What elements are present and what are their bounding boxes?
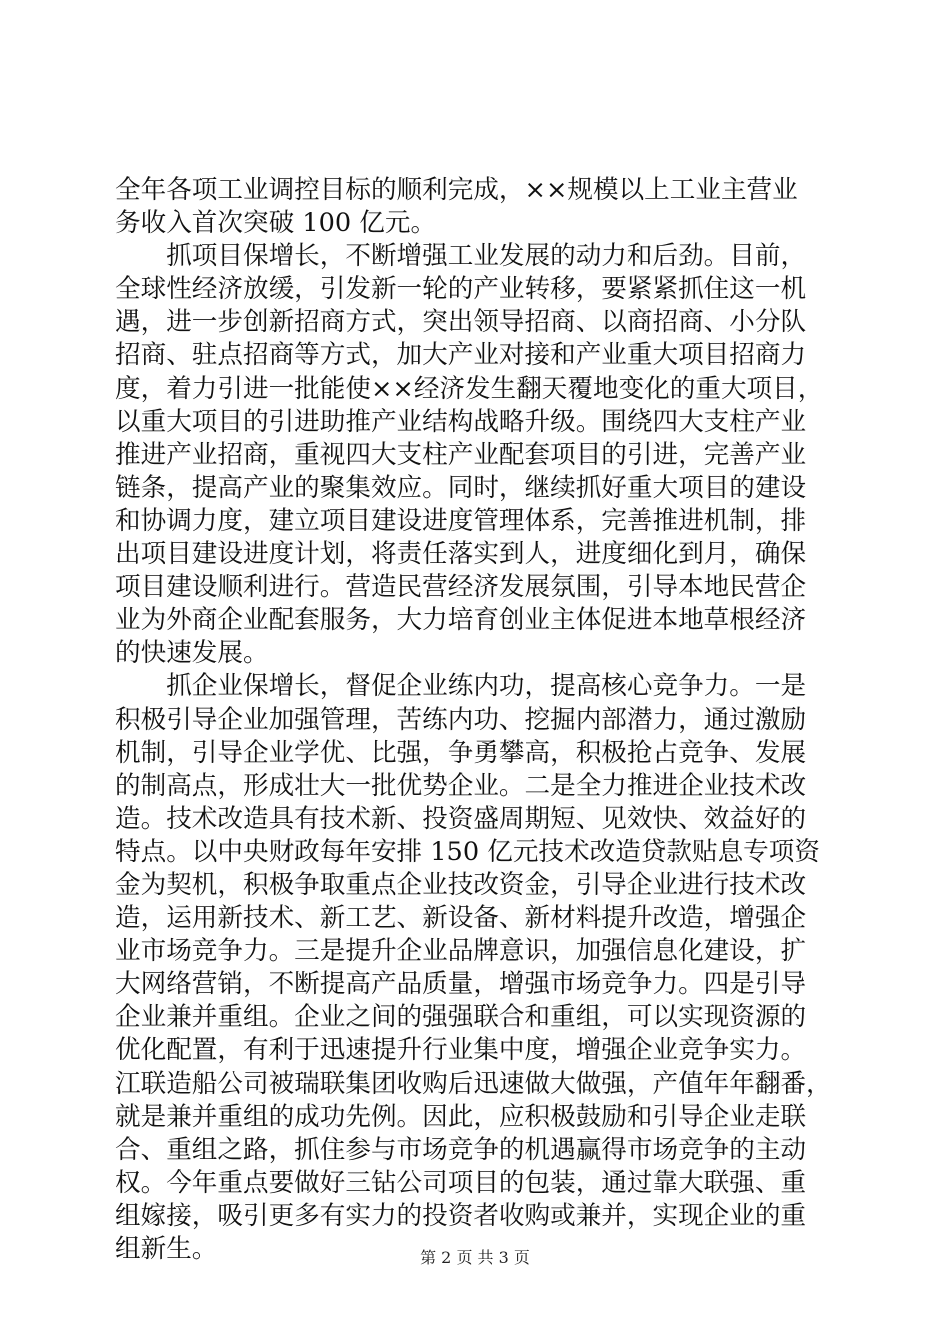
text-line: 造。技术改造具有技术新、投资盛周期短、见效快、效益好的: [115, 803, 807, 834]
text-line: 造，运用新技术、新工艺、新设备、新材料提升改造，增强企: [115, 903, 807, 934]
text-line: 权。今年重点要做好三钻公司项目的包装，通过靠大联强、重: [115, 1167, 807, 1198]
text-line: 组新生。: [115, 1234, 218, 1264]
text-line: 的快速发展。: [115, 638, 269, 669]
text-line: 业市场竞争力。三是提升企业品牌意识，加强信息化建设，扩: [115, 936, 807, 967]
text-line: 出项目建设进度计划，将责任落实到人，进度细化到月，确保: [115, 539, 807, 570]
text-line: 组嫁接，吸引更多有实力的投资者收购或兼并，实现企业的重: [115, 1200, 807, 1231]
text-line: 务收入首次突破 100 亿元。: [115, 208, 437, 239]
text-line: 链条，提高产业的聚集效应。同时，继续抓好重大项目的建设: [115, 472, 807, 503]
text-line: 就是兼并重组的成功先例。因此，应积极鼓励和引导企业走联: [115, 1101, 807, 1132]
text-line: 和协调力度，建立项目建设进度管理体系，完善推进机制，排: [115, 505, 807, 536]
text-line: 合、重组之路，抓住参与市场竞争的机遇赢得市场竞争的主动: [115, 1134, 807, 1165]
text-line: 全球性经济放缓，引发新一轮的产业转移，要紧紧抓住这一机: [115, 274, 807, 305]
text-line: 招商、驻点招商等方式，加大产业对接和产业重大项目招商力: [115, 340, 807, 371]
text-line: 项目建设顺利进行。营造民营经济发展氛围，引导本地民营企: [115, 572, 807, 603]
text-line: 抓企业保增长，督促企业练内功，提高核心竞争力。一是: [115, 671, 807, 702]
text-line: 推进产业招商，重视四大支柱产业配套项目的引进，完善产业: [115, 439, 807, 470]
text-line: 度，着力引进一批能使××经济发生翻天覆地变化的重大项目，: [115, 373, 824, 404]
text-line: 以重大项目的引进助推产业结构战略升级。围绕四大支柱产业: [115, 406, 807, 437]
text-line: 抓项目保增长，不断增强工业发展的动力和后劲。目前，: [115, 241, 807, 272]
text-line: 业为外商企业配套服务，大力培育创业主体促进本地草根经济: [115, 605, 807, 636]
page-footer: [0, 1245, 950, 1268]
text-line: 大网络营销，不断提高产品质量，增强市场竞争力。四是引导: [115, 969, 807, 1000]
body-text: [115, 174, 845, 1266]
text-line: 江联造船公司被瑞联集团收购后迅速做大做强，产值年年翻番，: [115, 1068, 832, 1099]
text-line: 特点。以中央财政每年安排 150 亿元技术改造贷款贴息专项资: [115, 836, 820, 867]
text-line: 优化配置，有利于迅速提升行业集中度，增强企业竞争实力。: [115, 1035, 807, 1066]
text-line: 的制高点，形成壮大一批优势企业。二是全力推进企业技术改: [115, 770, 807, 801]
text-line: 机制，引导企业学优、比强，争勇攀高，积极抢占竞争、发展: [115, 737, 807, 768]
text-line: 积极引导企业加强管理，苦练内功、挖掘内部潜力，通过激励: [115, 704, 807, 735]
text-line: 遇，进一步创新招商方式，突出领导招商、以商招商、小分队: [115, 307, 807, 338]
text-line: 全年各项工业调控目标的顺利完成，××规模以上工业主营业: [115, 175, 798, 205]
text-line: 金为契机，积极争取重点企业技改资金，引导企业进行技术改: [115, 869, 807, 900]
page-number: 第 2 页 共 3 页: [420, 1248, 530, 1267]
text-line: 企业兼并重组。企业之间的强强联合和重组，可以实现资源的: [115, 1002, 807, 1033]
